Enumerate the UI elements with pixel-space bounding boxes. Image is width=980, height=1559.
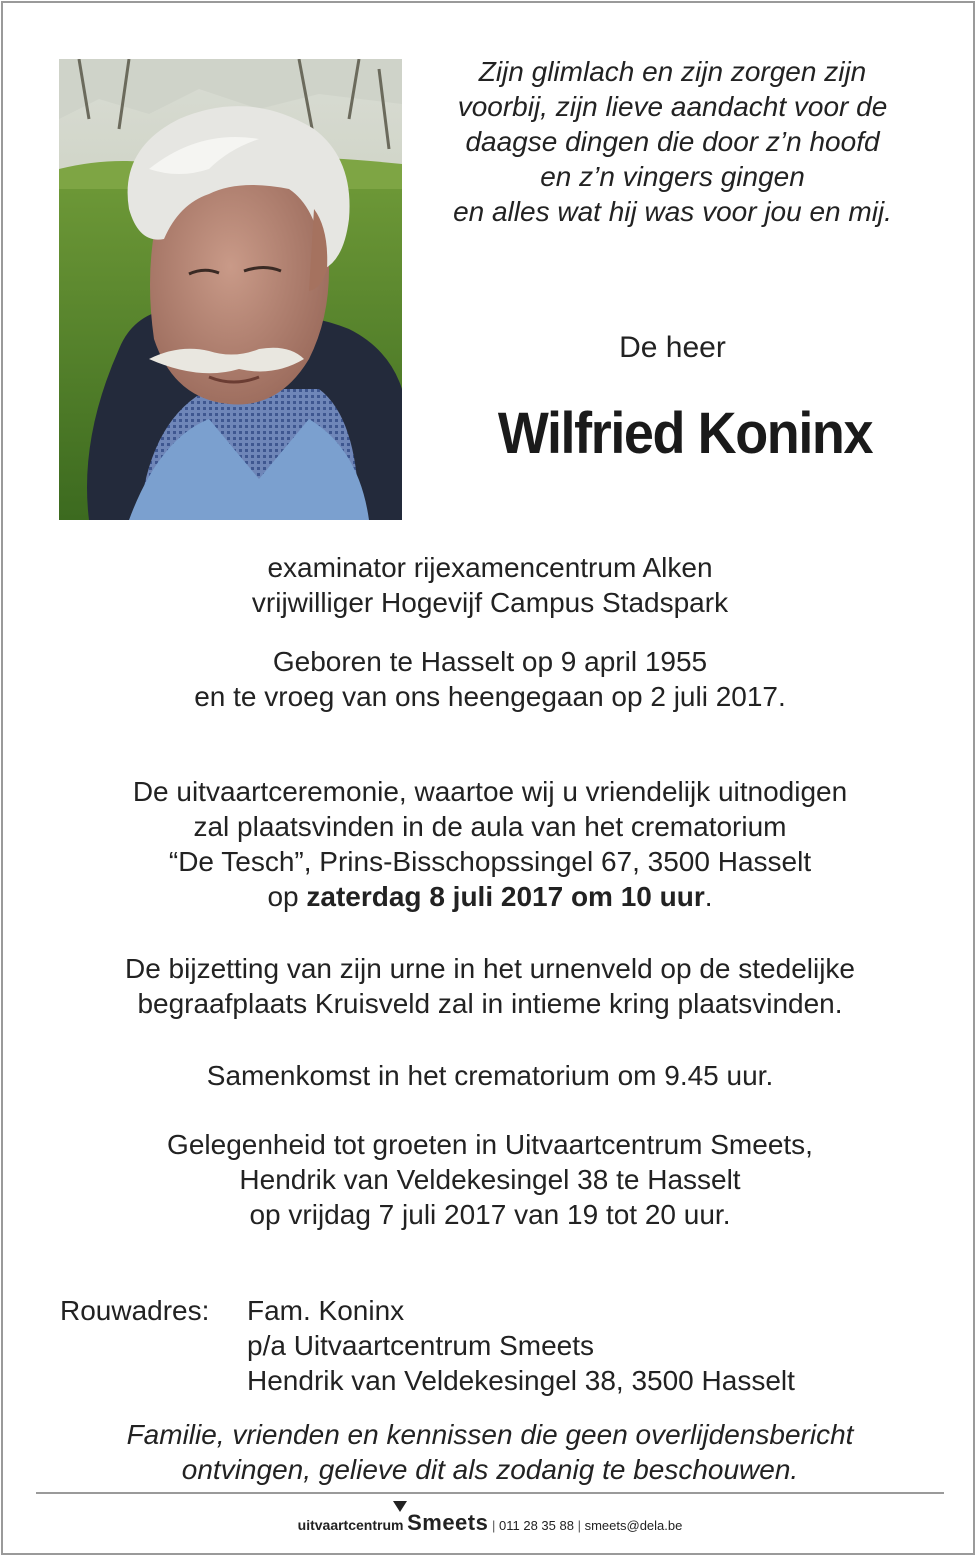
role-line: vrijwilliger Hogevijf Campus Stadspark bbox=[251, 587, 729, 618]
gathering-block bbox=[40, 1058, 940, 1093]
memorial-poem bbox=[415, 54, 930, 229]
visitation-line: op vrijdag 7 juli 2017 van 19 tot 20 uur. bbox=[249, 1199, 731, 1230]
footnote-line: Familie, vrienden en kennissen die geen overlijdensbericht bbox=[126, 1419, 854, 1450]
visitation-line: Gelegenheid tot groeten in Uitvaartcentrum Smeets, bbox=[167, 1129, 813, 1160]
footnote-line: ontvingen, gelieve dit als zodanig te beschouwen. bbox=[181, 1454, 799, 1485]
ceremony-block bbox=[40, 774, 940, 914]
death-line: en te vroeg van ons heengegaan op 2 juli 2017. bbox=[194, 681, 786, 712]
poem-line: voorbij, zijn lieve aandacht voor de bbox=[457, 91, 888, 122]
burial-line: De bijzetting van zijn urne in het urnenveld op de stedelijke bbox=[124, 953, 855, 984]
poem-line: en alles wat hij was voor jou en mij. bbox=[453, 196, 892, 227]
ceremony-line: De uitvaartceremonie, waartoe wij u vriendelijk uitnodigen bbox=[132, 776, 848, 807]
poem-line: daagse dingen die door z’n hoofd bbox=[465, 126, 880, 157]
address-label: Rouwadres: bbox=[60, 1295, 210, 1326]
separator: | bbox=[491, 1518, 496, 1533]
visitation-line: Hendrik van Veldekesingel 38 te Hasselt bbox=[239, 1164, 741, 1195]
roles-block bbox=[40, 550, 940, 620]
address-line: Fam. Koninx bbox=[247, 1295, 405, 1326]
separator: | bbox=[577, 1518, 581, 1533]
address-line: Hendrik van Veldekesingel 38, 3500 Hasselt bbox=[247, 1365, 795, 1396]
ceremony-date-prefix: op bbox=[267, 881, 307, 912]
ceremony-date-suffix: . bbox=[704, 881, 713, 912]
salutation: De heer bbox=[619, 331, 726, 364]
ceremony-date-line bbox=[40, 879, 940, 914]
birth-line: Geboren te Hasselt op 9 april 1955 bbox=[272, 646, 708, 677]
funeral-home-footer bbox=[0, 1510, 980, 1536]
burial-block bbox=[40, 951, 940, 1021]
gathering-line: Samenkomst in het crematorium om 9.45 uur. bbox=[206, 1060, 774, 1091]
poem-line: en z’n vingers gingen bbox=[540, 161, 805, 192]
address-line: p/a Uitvaartcentrum Smeets bbox=[247, 1330, 595, 1361]
brand-prefix: uitvaartcentrum bbox=[297, 1517, 404, 1533]
ceremony-line: zal plaatsvinden in de aula van het crematorium bbox=[193, 811, 787, 842]
role-line: examinator rijexamencentrum Alken bbox=[267, 552, 713, 583]
life-dates-block bbox=[40, 644, 940, 714]
visitation-block bbox=[40, 1127, 940, 1232]
footer-email: smeets@dela.be bbox=[584, 1518, 683, 1533]
ceremony-date: zaterdag 8 juli 2017 om 10 uur bbox=[306, 881, 705, 912]
notice-footnote bbox=[40, 1417, 940, 1487]
burial-line: begraafplaats Kruisveld zal in intieme kring plaatsvinden. bbox=[137, 988, 843, 1019]
poem-line: Zijn glimlach en zijn zorgen zijn bbox=[478, 56, 867, 87]
footer-divider bbox=[36, 1492, 944, 1494]
deceased-name: Wilfried Koninx bbox=[497, 401, 873, 466]
footer-phone: 011 28 35 88 bbox=[499, 1518, 574, 1533]
brand-name: Smeets bbox=[407, 1510, 489, 1535]
ceremony-line: “De Tesch”, Prins-Bisschopssingel 67, 3500 Hasselt bbox=[168, 846, 812, 877]
portrait-photo bbox=[59, 59, 402, 520]
